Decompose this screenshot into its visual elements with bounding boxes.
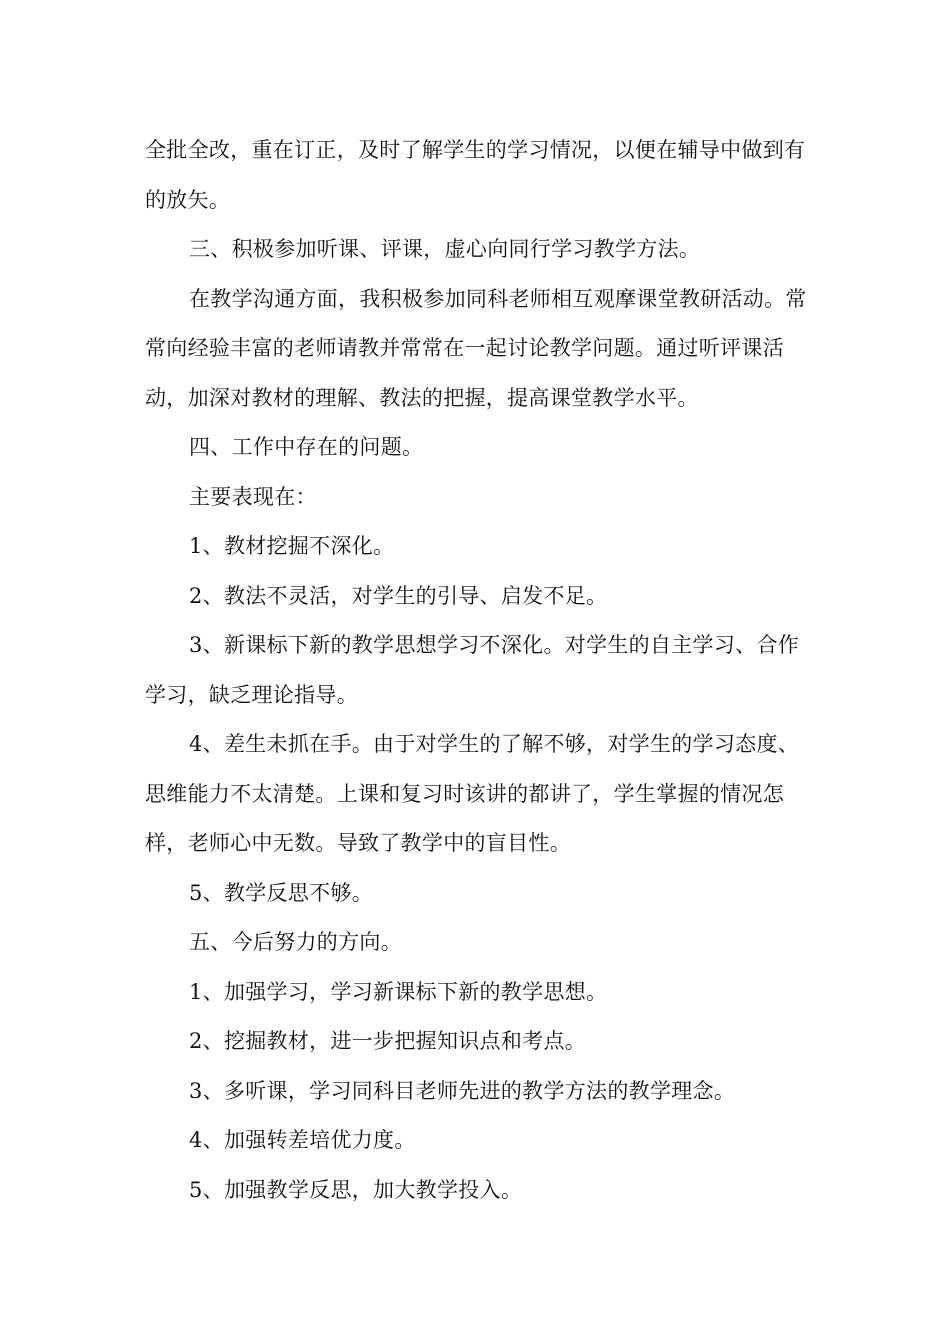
paragraph-continuation: 全批全改，重在订正，及时了解学生的学习情况，以便在辅导中做到有的放矢。 (145, 138, 806, 212)
heading-section-3: 三、积极参加听课、评课，虚心向同行学习教学方法。 (189, 237, 701, 261)
list-item-issue-4: 4、差生未抓在手。由于对学生的了解不够，对学生的学习态度、思维能力不太清楚。上课和复习时该讲的都讲了，学生掌握的情况怎样，老师心中无数。导致了教学中的盲目性。 (145, 732, 800, 855)
list-item-issue-3: 3、新课标下新的教学思想学习不深化。对学生的自主学习、合作学习，缺乏理论指导。 (145, 633, 800, 707)
list-item-direction-1: 1、加强学习，学习新课标下新的教学思想。 (189, 979, 608, 1004)
paragraph-teaching-communication: 在教学沟通方面，我积极参加同科老师相互观摩课堂教研活动。常常向经验丰富的老师请教并常常在一起讨论教学问题。通过听评课活动，加深对教材的理解、教法的把握，提高课堂教学水平。 (145, 286, 807, 410)
list-item-issue-5: 5、教学反思不够。 (189, 880, 374, 905)
document-body (145, 126, 815, 1215)
list-item-direction-2: 2、挖掘教材，进一步把握知识点和考点。 (189, 1029, 587, 1053)
paragraph-main-issues: 主要表现在： (189, 484, 317, 509)
list-item-issue-1: 1、教材挖掘不深化。 (189, 534, 395, 558)
list-item-issue-2: 2、教法不灵活，对学生的引导、启发不足。 (189, 583, 608, 608)
heading-section-4: 四、工作中存在的问题。 (189, 435, 424, 459)
list-item-direction-5: 5、加强教学反思，加大教学投入。 (189, 1177, 523, 1202)
heading-section-5: 五、今后努力的方向。 (189, 930, 402, 954)
list-item-direction-4: 4、加强转差培优力度。 (189, 1128, 416, 1152)
list-item-direction-3: 3、多听课，学习同科目老师先进的教学方法的教学理念。 (189, 1078, 736, 1103)
